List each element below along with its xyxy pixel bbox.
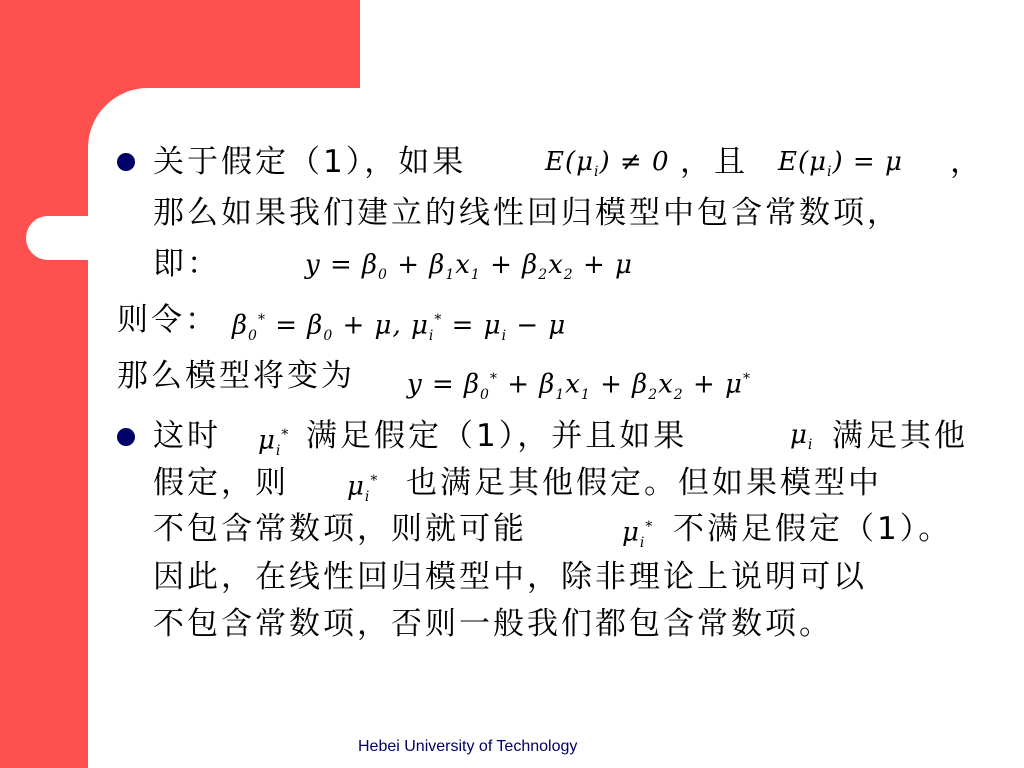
p4-l5: 不包含常数项，否则一般我们都包含常数项。 [153,606,833,642]
p3-label: 那么模型将变为 [117,358,355,394]
decor-left-band [0,0,88,768]
p1-line1-c: ， [950,144,984,180]
p4-l1-c: 满足其他 [832,418,968,454]
p4-l3-b: 不满足假定（1）。 [673,511,953,547]
formula-substitution: $\beta_0^* = \beta_0 + \mu$, $\mu_i^* = \mu_i - \mu$ [232,310,567,344]
formula-mu-star-2: $\mu_i^*$ [347,471,379,505]
formula-expectation-nonzero: $E(\mu_i) \ne 0$ [545,147,670,181]
p1-line3-label: 即： [153,246,221,282]
decor-tab-notch [26,216,108,260]
formula-mu-star-3: $\mu_i^*$ [622,517,654,551]
footer-university: Hebei University of Technology [358,738,578,755]
p2-label: 则令： [117,302,219,338]
formula-mu-i: $\mu_i$ [790,420,814,454]
decor-top-band [0,0,360,88]
p4-l2-b: 也满足其他假定。但如果模型中 [406,465,882,501]
p1-line1-a: 关于假定（1），如果 [153,144,467,180]
p4-l1-b: 满足假定（1），并且如果 [306,418,688,454]
formula-expectation-mu: $E(\mu_i) = \mu$ [778,147,903,181]
p1-line2: 那么如果我们建立的线性回归模型中包含常数项， [153,195,901,231]
formula-mu-star-1: $\mu_i^*$ [258,425,290,459]
bullet-1 [117,153,135,171]
bullet-2 [117,428,135,446]
formula-regression-model: $y = \beta_0 + \beta_1x_1 + \beta_2x_2 + \mu$ [305,250,633,284]
p4-l1-a: 这时 [153,418,221,454]
p1-line1-b: ，且 [680,144,748,180]
p4-l2-a: 假定，则 [153,465,289,501]
formula-transformed-model: $y = \beta_0^* + \beta_1x_1 + \beta_2x_2 + \mu^*$ [407,369,751,403]
p4-l3-a: 不包含常数项，则就可能 [153,511,527,547]
p4-l4: 因此，在线性回归模型中，除非理论上说明可以 [153,559,867,595]
